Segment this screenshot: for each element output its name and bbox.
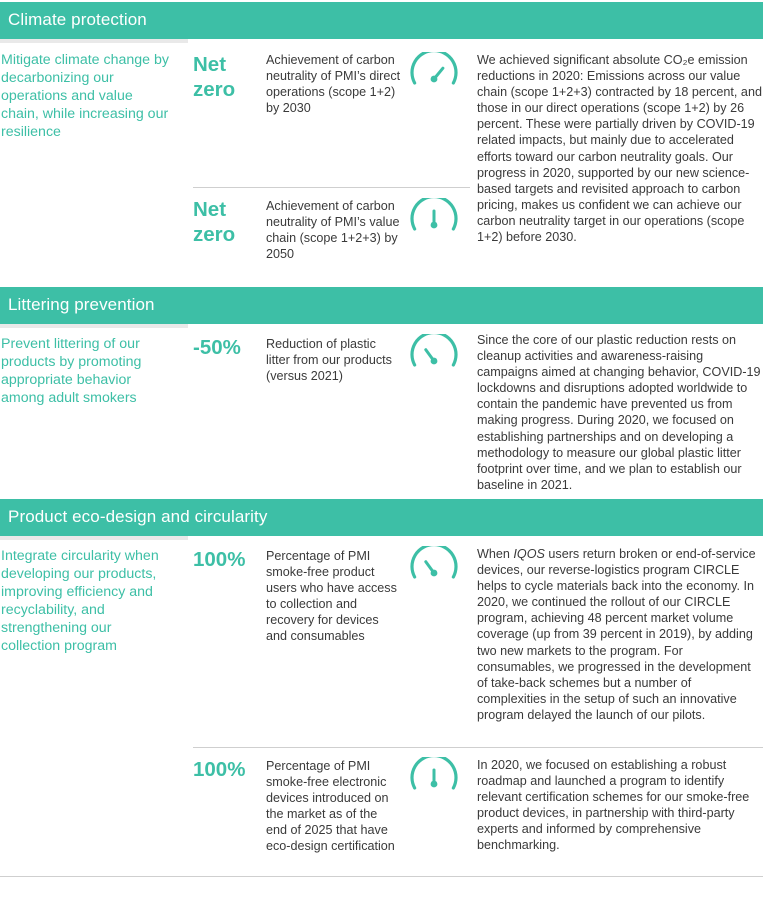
target-description: Achievement of carbon neutrality of PMI’s direct operations (scope 1+2) by 2030: [266, 53, 401, 115]
section-header-climate: [0, 2, 763, 39]
target-value-line: 100%: [193, 758, 246, 781]
gauge-icon: [408, 198, 460, 232]
gauge-hub: [431, 570, 438, 577]
section-header-ecodesign: [0, 499, 763, 536]
target-value: [193, 547, 263, 572]
gauge-hub: [431, 358, 438, 365]
status-text-part: When: [477, 547, 514, 561]
target-value: [193, 197, 263, 247]
target-description: Percentage of PMI smoke-free electronic devices introduced on the market as of the end of 2025 that have eco-design certification: [266, 759, 395, 853]
gauge-hub: [431, 76, 438, 83]
section-title: Product eco-design and circularity: [8, 507, 268, 526]
status-text: [477, 546, 763, 723]
status-text: We achieved significant absolute CO₂e emission reductions in 2020: Emissions across our value chain (scope 1+2+3) contracted by 18 percent, and those in our direct operations (scope 1+2) by 26 percent. These were partially driven by COVID-19 related impacts, but mainly due to accelerated efforts toward our carbon neutrality goals. Our progress in 2020, supported by our new science-based targets and revisited approach to carbon pricing, makes us confident we can achieve our carbon neutrality target in our operations (scope 1+2) before 2030.: [477, 53, 762, 245]
objective-text: Mitigate climate change by decarbonizing our operations and value chain, while increasing our resilience: [1, 52, 169, 140]
gauge-hub: [431, 222, 438, 229]
target-description: Reduction of plastic litter from our products (versus 2021): [266, 337, 392, 383]
objective-shade: [0, 324, 188, 328]
section-title: Littering prevention: [8, 295, 155, 314]
target-value-line: Net: [193, 198, 227, 221]
objective-text: Integrate circularity when developing our products, improving efficiency and recyclability, and strengthening our collection program: [1, 548, 159, 654]
objective-text: Prevent littering of our products by promoting appropriate behavior among adult smokers: [1, 336, 142, 406]
divider: [193, 187, 470, 188]
target-value-line: zero: [193, 78, 236, 101]
target-value-line: Net: [193, 53, 227, 76]
target-description: Achievement of carbon neutrality of PMI’s value chain (scope 1+2+3) by 2050: [266, 199, 400, 261]
divider: [193, 747, 763, 748]
target-value: [193, 52, 263, 102]
target-value-line: -50%: [193, 336, 241, 359]
gauge-icon: [408, 546, 460, 580]
bottom-divider: [0, 876, 763, 877]
status-text-part: users return broken or end-of-service devices, our reverse-logistics program CIRCLE helps to cycle materials back into the economy. In 2020, we continued the rollout of our CIRCLE program, achieving 48 percent market volume coverage (up from 39 percent in 2019), by adding two new markets to the program. For consumables, we progressed in the development of take-back schemes but a number of complexities in the setup of such an innovative program delayed the launch of our pilots.: [477, 547, 756, 722]
target-value: [193, 757, 263, 782]
section-title: Climate protection: [8, 10, 147, 29]
status-text-product: IQOS: [513, 547, 545, 561]
objective-shade: [0, 536, 188, 540]
target-value-line: 100%: [193, 548, 246, 571]
section-header-littering: [0, 287, 763, 324]
status-text: In 2020, we focused on establishing a robust roadmap and launched a program to identify relevant certification schemes for our smoke-free product devices, in partnership with third-party experts and informed by comprehensive benchmarking.: [477, 758, 750, 853]
target-value-line: zero: [193, 223, 236, 246]
objective-shade: [0, 39, 188, 43]
status-text: Since the core of our plastic reduction rests on cleanup activities and awareness-raising campaigns aimed at changing behavior, COVID-19 lockdowns and disruptions adopted worldwide to contain the pandemic have prevented us from making progress. During 2020, we focused on establishing partnerships and on developing a methodology to measure our global plastic litter footprint over time, and we plan to establish our baseline in 2021.: [477, 333, 761, 492]
gauge-icon: [408, 52, 460, 86]
gauge-icon: [408, 757, 460, 791]
gauge-hub: [431, 781, 438, 788]
target-description: Percentage of PMI smoke-free product users who have access to collection and recovery for devices and consumables: [266, 549, 397, 643]
gauge-icon: [408, 334, 460, 368]
target-value: [193, 335, 263, 360]
